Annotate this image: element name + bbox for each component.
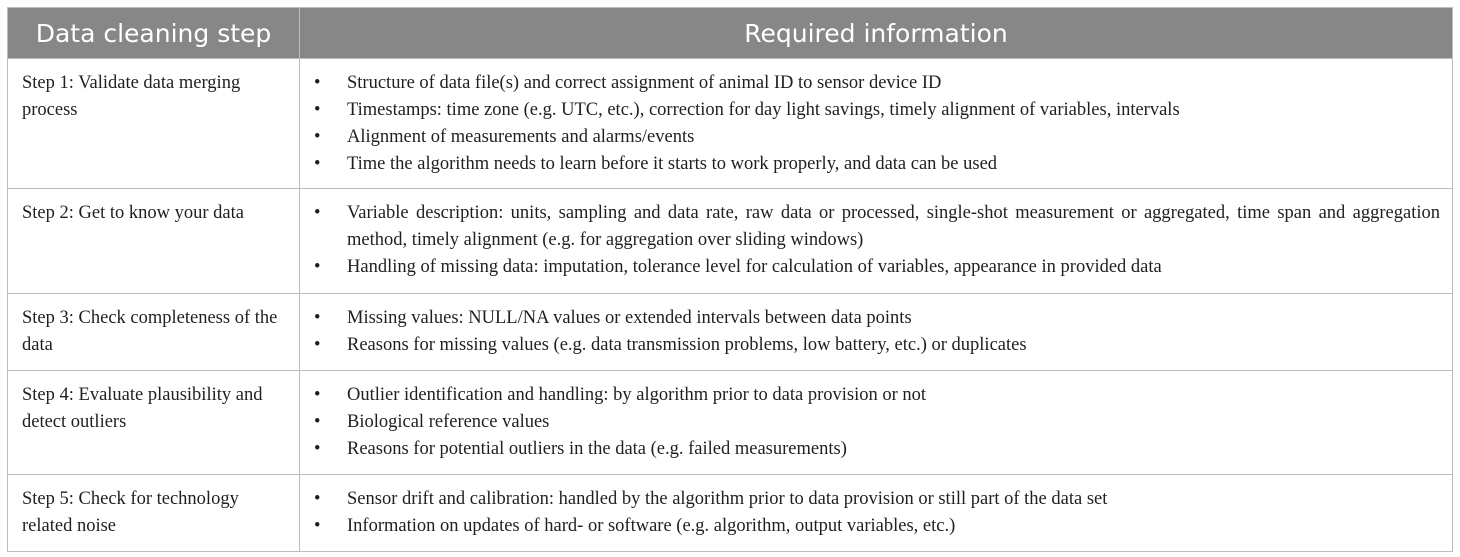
info-cell bbox=[300, 371, 1453, 475]
step-cell: Step 2: Get to know your data bbox=[8, 189, 300, 294]
bullet-icon: • bbox=[314, 203, 321, 223]
table-row bbox=[8, 59, 1453, 189]
table-row bbox=[8, 371, 1453, 475]
list-item-text: Sensor drift and calibration: handled by the algorithm prior to data provision or still part of the data set bbox=[347, 489, 1108, 509]
info-cell bbox=[300, 294, 1453, 371]
header-required-information: Required information bbox=[300, 8, 1453, 59]
list-item-text: Variable description: units, sampling and data rate, raw data or processed, single-shot measurement or aggregated, time span and aggregation method, timely alignment (e.g. for aggregation over sliding windows) bbox=[347, 203, 1440, 250]
bullet-icon: • bbox=[314, 308, 321, 328]
list-item-text: Outlier identification and handling: by algorithm prior to data provision or not bbox=[347, 385, 927, 405]
list-item bbox=[314, 200, 1440, 254]
list-item bbox=[314, 70, 1440, 97]
list-item bbox=[314, 151, 1440, 178]
list-item-text: Alignment of measurements and alarms/events bbox=[347, 127, 695, 147]
header-data-cleaning-step: Data cleaning step bbox=[8, 8, 300, 59]
bullet-icon: • bbox=[314, 516, 321, 536]
list-item-text: Reasons for missing values (e.g. data transmission problems, low battery, etc.) or duplicates bbox=[347, 335, 1027, 355]
bullet-icon: • bbox=[314, 412, 321, 432]
list-item bbox=[314, 305, 1440, 332]
list-item-text: Reasons for potential outliers in the data (e.g. failed measurements) bbox=[347, 439, 847, 459]
list-item bbox=[314, 124, 1440, 151]
data-cleaning-table bbox=[7, 7, 1453, 552]
bullet-icon: • bbox=[314, 73, 321, 93]
bullet-icon: • bbox=[314, 489, 321, 509]
bullet-icon: • bbox=[314, 100, 321, 120]
info-list bbox=[314, 305, 1440, 359]
list-item-text: Time the algorithm needs to learn before it starts to work properly, and data can be used bbox=[347, 154, 998, 174]
info-cell bbox=[300, 189, 1453, 294]
list-item bbox=[314, 382, 1440, 409]
step-cell: Step 1: Validate data merging process bbox=[8, 59, 300, 189]
step-cell: Step 5: Check for technology related noise bbox=[8, 475, 300, 552]
list-item bbox=[314, 409, 1440, 436]
table-row bbox=[8, 294, 1453, 371]
bullet-icon: • bbox=[314, 154, 321, 174]
list-item-text: Handling of missing data: imputation, tolerance level for calculation of variables, appearance in provided data bbox=[347, 257, 1162, 277]
table-header-row bbox=[8, 8, 1453, 59]
info-cell bbox=[300, 59, 1453, 189]
list-item-text: Information on updates of hard- or software (e.g. algorithm, output variables, etc.) bbox=[347, 516, 956, 536]
info-list bbox=[314, 382, 1440, 463]
step-cell: Step 4: Evaluate plausibility and detect outliers bbox=[8, 371, 300, 475]
info-cell bbox=[300, 475, 1453, 552]
bullet-icon: • bbox=[314, 335, 321, 355]
table-row bbox=[8, 475, 1453, 552]
info-list bbox=[314, 200, 1440, 281]
bullet-icon: • bbox=[314, 257, 321, 277]
bullet-icon: • bbox=[314, 127, 321, 147]
step-cell: Step 3: Check completeness of the data bbox=[8, 294, 300, 371]
list-item bbox=[314, 97, 1440, 124]
list-item bbox=[314, 436, 1440, 463]
info-list bbox=[314, 70, 1440, 178]
list-item-text: Structure of data file(s) and correct assignment of animal ID to sensor device ID bbox=[347, 73, 942, 93]
list-item bbox=[314, 332, 1440, 359]
list-item bbox=[314, 486, 1440, 513]
info-list bbox=[314, 486, 1440, 540]
list-item bbox=[314, 254, 1440, 281]
list-item-text: Missing values: NULL/NA values or extended intervals between data points bbox=[347, 308, 912, 328]
table-row bbox=[8, 189, 1453, 294]
bullet-icon: • bbox=[314, 439, 321, 459]
list-item-text: Timestamps: time zone (e.g. UTC, etc.), correction for day light savings, timely alignment of variables, intervals bbox=[347, 100, 1180, 120]
list-item bbox=[314, 513, 1440, 540]
bullet-icon: • bbox=[314, 385, 321, 405]
list-item-text: Biological reference values bbox=[347, 412, 550, 432]
